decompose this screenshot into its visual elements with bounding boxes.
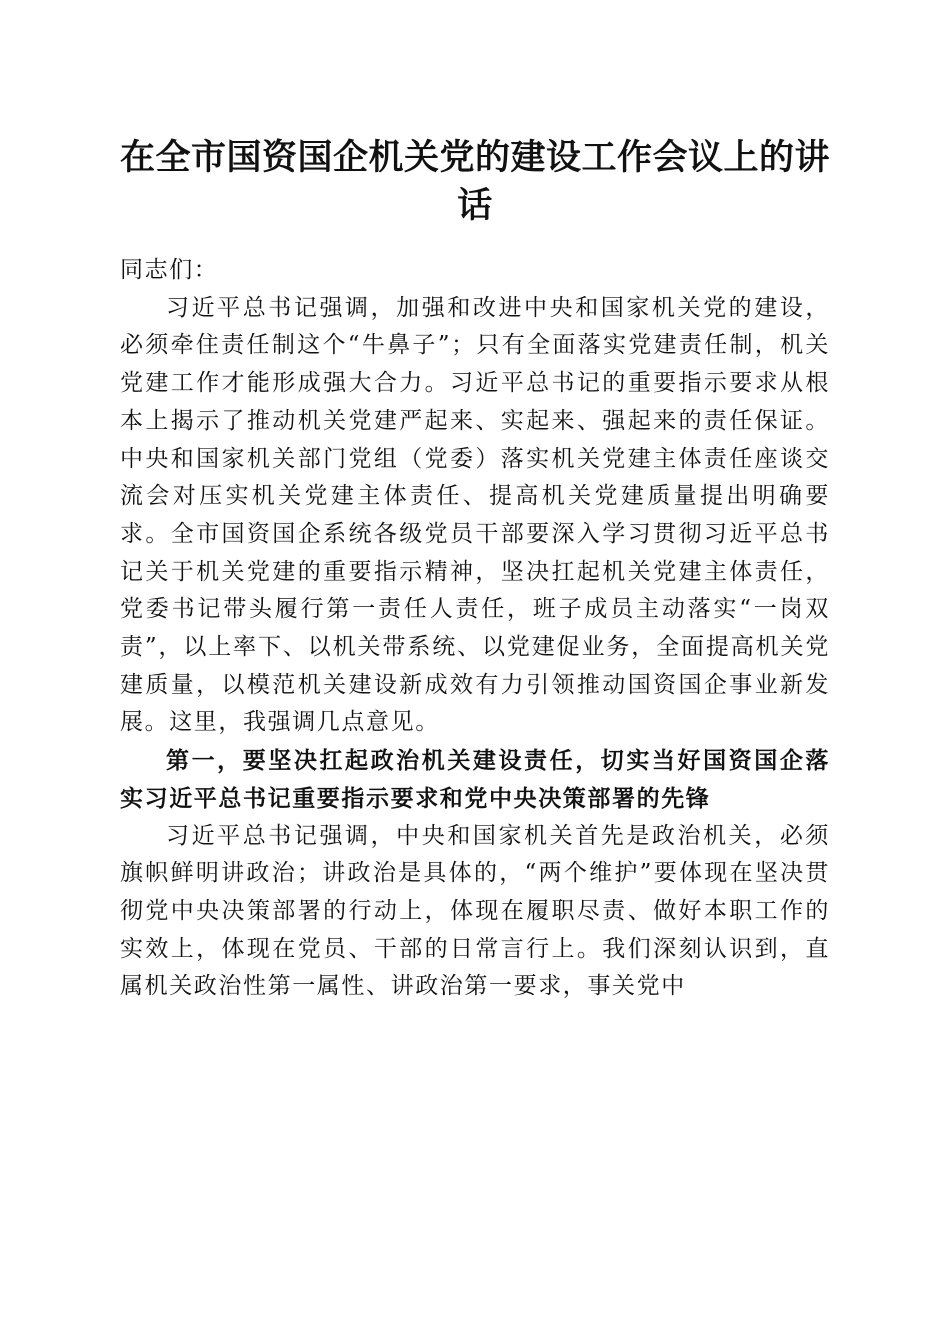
intro-paragraph: 习近平总书记强调，加强和改进中央和国家机关党的建设，必须牵住责任制这个“牛鼻子”；只有全面落实党建责任制，机关党建工作才能形成强大合力。习近平总书记的重要指示要求从根本上揭示了推动机关党建严起来、实起来、强起来的责任保证。中央和国家机关部门党组（党委）落实机关党建主体责任座谈交流会对压实机关党建主体责任、提高机关党建质量提出明确要求。全市国资国企系统各级党员干部要深入学习贯彻习近平总书记关于机关党建的重要指示精神，坚决扛起机关党建主体责任，党委书记带头履行第一责任人责任，班子成员主动落实“一岗双责”，以上率下、以机关带系统、以党建促业务，全面提高机关党建质量，以模范机关建设新成效有力引领推动国资国企事业新发展。这里，我强调几点意见。	[120, 294, 830, 736]
document-title: 在全市国资国企机关党的建设工作会议上的讲话	[119, 137, 830, 226]
document-body	[120, 252, 830, 1006]
section-heading-1: 第一，要坚决扛起政治机关建设责任，切实当好国资国企落实习近平总书记重要指示要求和党中央决策部署的先锋	[120, 747, 830, 812]
salutation: 同志们：	[120, 257, 219, 283]
section-1-paragraph: 习近平总书记强调，中央和国家机关首先是政治机关，必须旗帜鲜明讲政治；讲政治是具体的，“两个维护”要体现在坚决贯彻党中央决策部署的行动上，体现在履职尽责、做好本职工作的实效上，体现在党员、干部的日常言行上。我们深刻认识到，直属机关政治性第一属性、讲政治第一要求，事关党中	[120, 822, 830, 1000]
